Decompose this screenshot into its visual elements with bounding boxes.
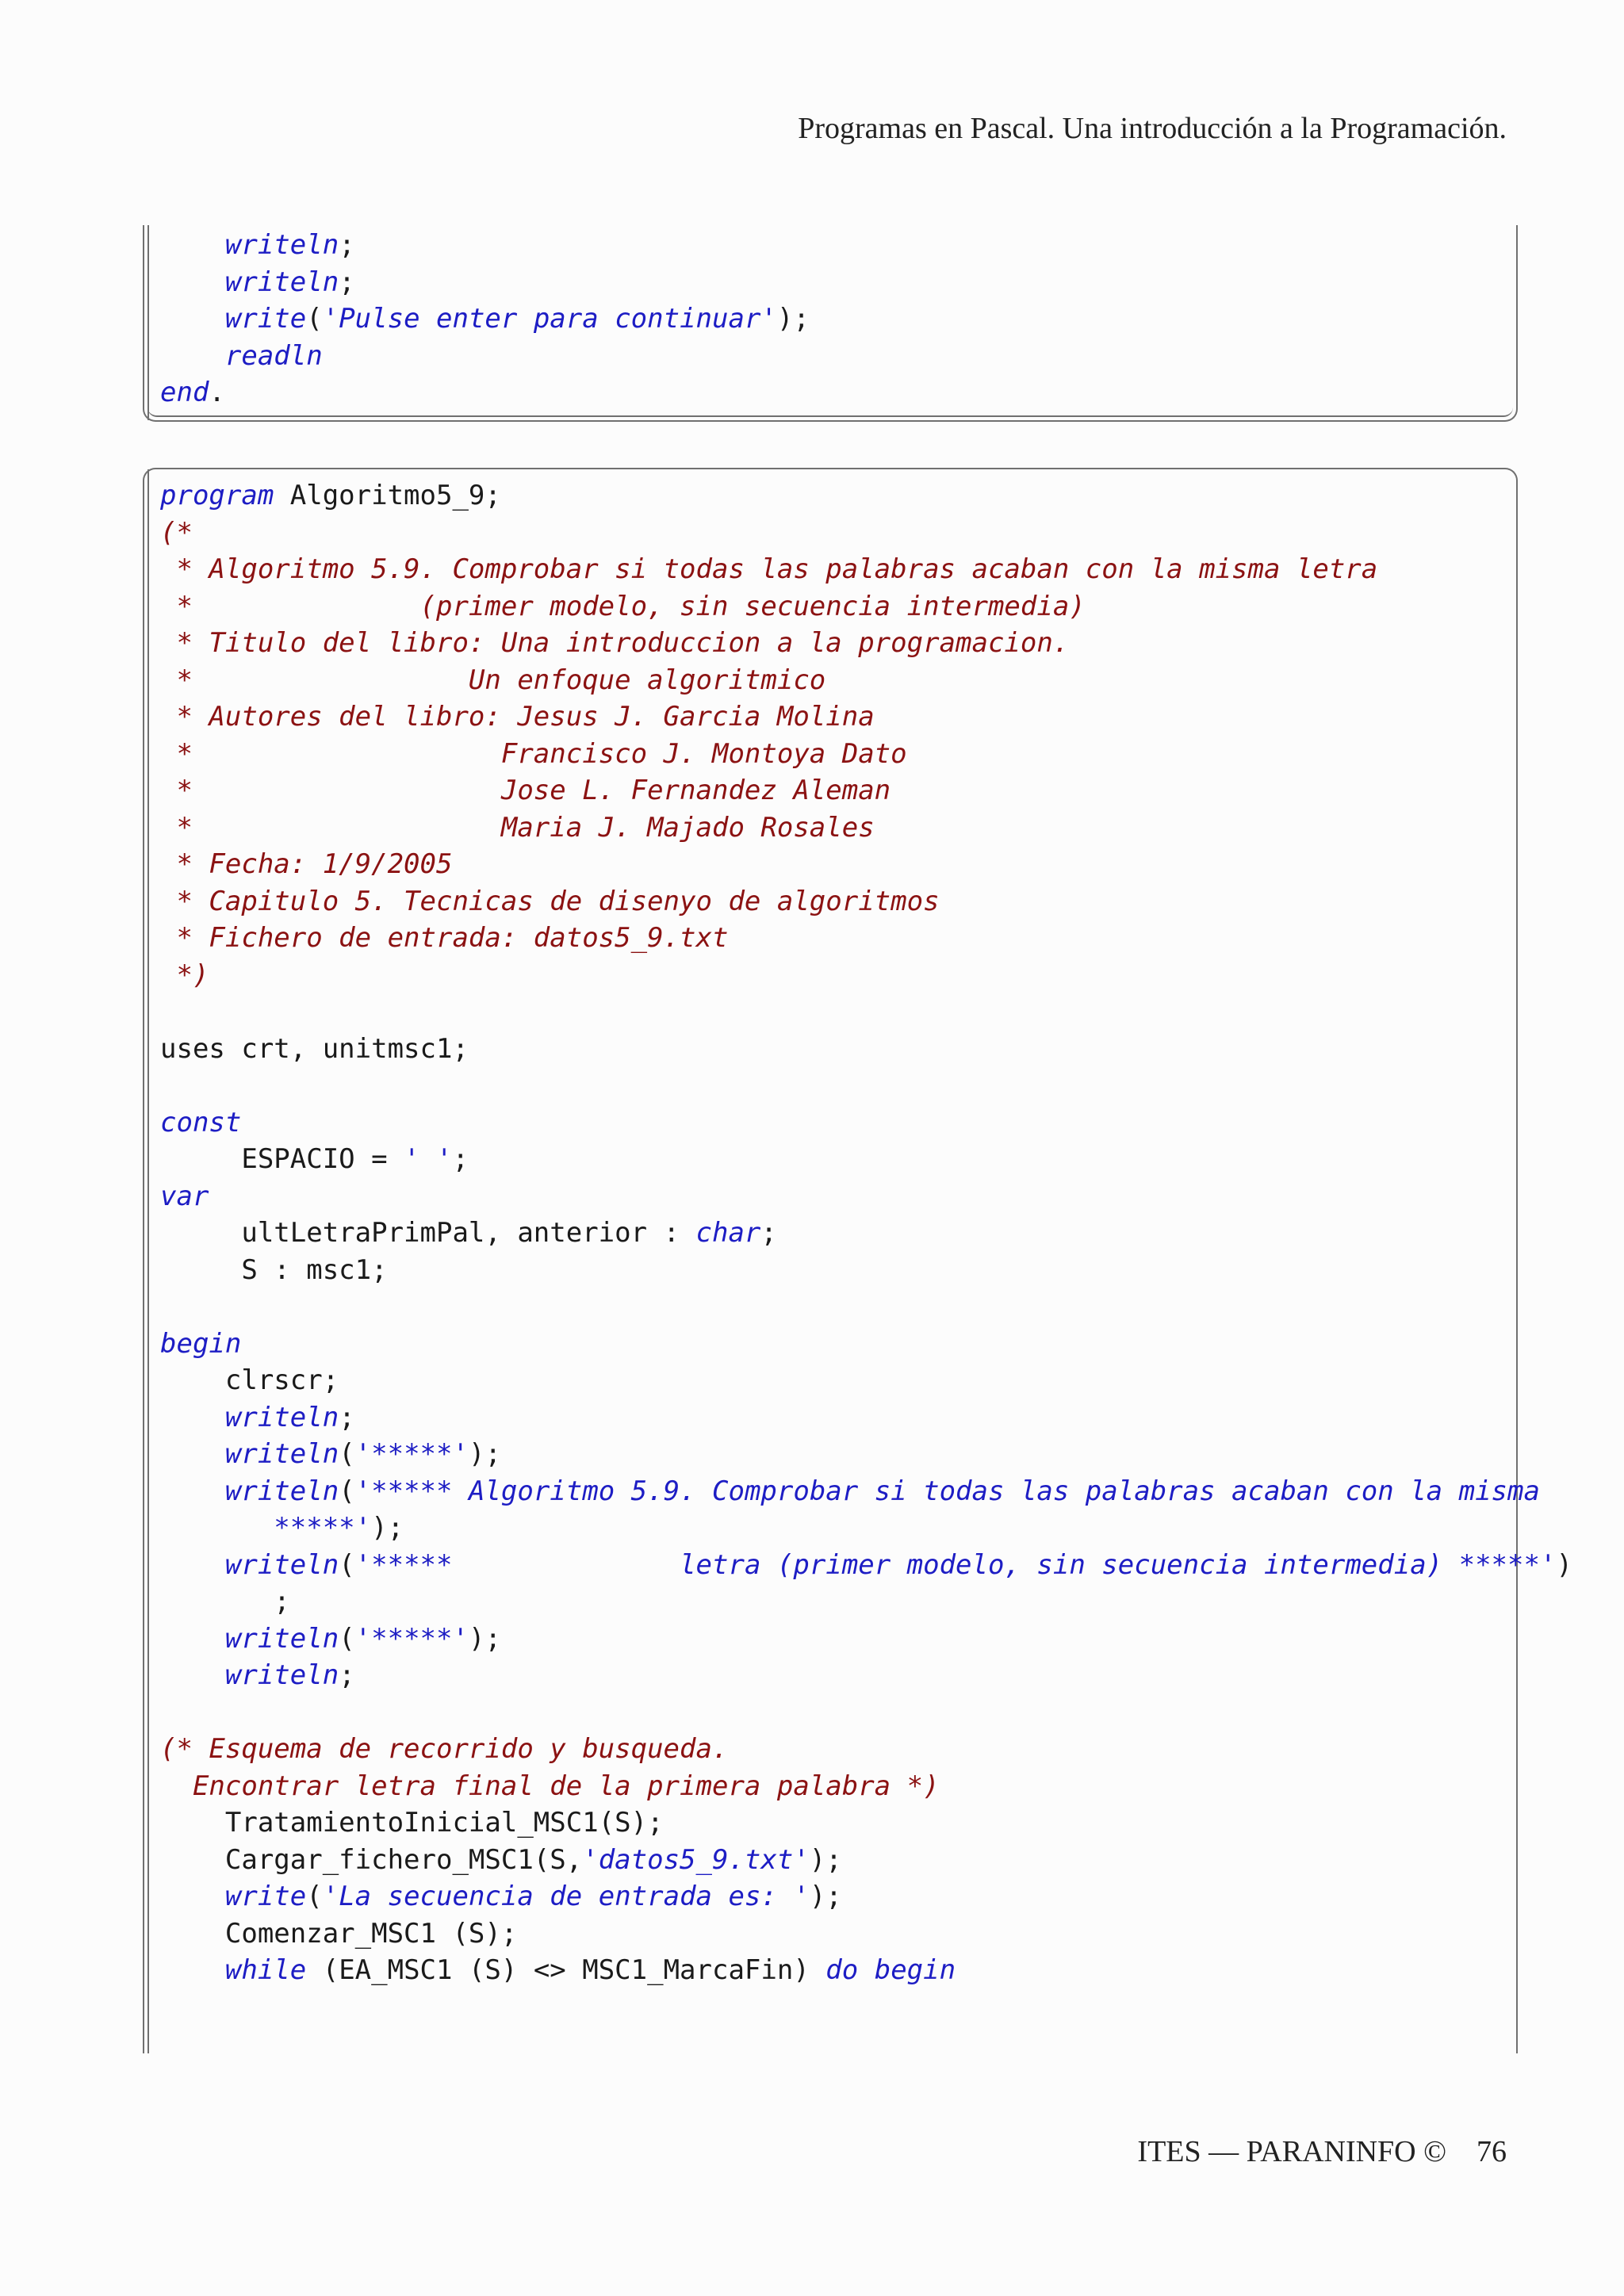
- code-line: [160, 1621, 1572, 1658]
- code-text: [160, 1438, 225, 1470]
- code-text: );: [468, 1622, 501, 1655]
- code-listing-continuation: [143, 225, 1518, 422]
- page-number: 76: [1477, 2135, 1507, 2168]
- string-literal: 'datos5_9.txt': [582, 1843, 810, 1876]
- code-text: ;: [339, 1659, 355, 1691]
- code-line: [160, 551, 1572, 588]
- code-listing-algoritmo5-9: [143, 468, 1572, 2053]
- code-line: [160, 1657, 1572, 1694]
- code-text: uses crt, unitmsc1;: [160, 1032, 469, 1065]
- code-line: [160, 920, 1572, 957]
- comment: * (primer modelo, sin secuencia intermedia): [160, 590, 1086, 622]
- keyword: var: [160, 1180, 209, 1212]
- code-text: (: [306, 303, 323, 335]
- code-text: (: [339, 1548, 355, 1581]
- code-line: [160, 227, 810, 264]
- code-text: [160, 1549, 225, 1581]
- keyword: writeln: [224, 1622, 339, 1655]
- code-line: [160, 1915, 1572, 1953]
- keyword: writeln: [224, 1548, 339, 1581]
- code-text: [160, 229, 225, 261]
- code-line: [160, 662, 1572, 699]
- keyword: const: [160, 1106, 242, 1138]
- code-text: ): [1556, 1548, 1572, 1581]
- code-text: ultLetraPrimPal, anterior :: [160, 1217, 696, 1249]
- code-line: [160, 1731, 1572, 1768]
- code-line: [160, 1031, 1572, 1068]
- string-literal: '***** letra (primer modelo, sin secuencia intermedia) *****': [354, 1548, 1557, 1581]
- running-header: Programas en Pascal. Una introducción a la Programación.: [798, 112, 1507, 145]
- code-text: [160, 1623, 225, 1655]
- code-line: [160, 772, 1572, 809]
- code-text: (: [339, 1475, 355, 1507]
- code-line: [160, 1694, 1572, 1732]
- code-text: ;: [452, 1143, 469, 1175]
- code-line: [160, 846, 1572, 883]
- code-line: [160, 1178, 1572, 1215]
- code-line: [160, 625, 1572, 662]
- code-text: );: [809, 1881, 842, 1912]
- code-text: Comenzar_MSC1 (S);: [160, 1917, 518, 1950]
- code-lines: [160, 477, 1572, 1989]
- comment: * Un enfoque algoritmico: [160, 664, 826, 696]
- code-line: [160, 1473, 1572, 1510]
- code-line: [160, 1952, 1572, 1989]
- code-text: clrscr;: [160, 1364, 339, 1396]
- comment: Encontrar letra final de la primera palabra *): [160, 1770, 940, 1802]
- string-literal: ' ': [404, 1143, 453, 1175]
- code-text: );: [809, 1843, 842, 1876]
- code-line: [160, 477, 1572, 515]
- code-text: (EA_MSC1 (S) <> MSC1_MarcaFin): [306, 1954, 826, 1986]
- string-literal: '*****': [354, 1438, 469, 1470]
- publisher-credit: ITES — PARANINFO ©: [1137, 2135, 1446, 2168]
- code-text: [160, 1512, 274, 1544]
- code-text: [160, 1475, 225, 1507]
- code-line: [160, 1252, 1572, 1289]
- code-text: ;: [760, 1217, 777, 1249]
- code-line: [160, 374, 810, 411]
- code-text: Algoritmo5_9;: [274, 480, 501, 511]
- keyword: writeln: [224, 266, 339, 298]
- code-line: [160, 1288, 1572, 1326]
- code-line: [160, 1362, 1572, 1399]
- code-lines: [160, 227, 810, 411]
- code-line: [160, 698, 1572, 736]
- keyword: write: [224, 303, 307, 335]
- keyword: begin: [160, 1327, 242, 1360]
- comment: * Fichero de entrada: datos5_9.txt: [160, 922, 729, 954]
- code-text: TratamientoInicial_MSC1(S);: [160, 1807, 664, 1839]
- code-line: [160, 264, 810, 301]
- code-text: );: [468, 1438, 501, 1470]
- code-line: [160, 300, 810, 338]
- comment: * Jose L. Fernandez Aleman: [160, 775, 891, 806]
- code-line: [160, 338, 810, 375]
- code-text: Cargar_fichero_MSC1(S,: [160, 1843, 583, 1876]
- code-text: );: [776, 303, 810, 335]
- code-line: [160, 883, 1572, 920]
- code-line: [160, 957, 1572, 994]
- code-text: ESPACIO =: [160, 1143, 404, 1175]
- code-line: [160, 993, 1572, 1031]
- code-text: (: [339, 1438, 355, 1470]
- code-text: [160, 1954, 225, 1986]
- code-text: [160, 266, 225, 298]
- code-line: [160, 588, 1572, 626]
- comment: (* Esquema de recorrido y busqueda.: [160, 1733, 729, 1765]
- code-line: [160, 1768, 1572, 1805]
- code-text: [160, 1659, 225, 1691]
- keyword: writeln: [224, 1401, 339, 1433]
- code-line: [160, 1878, 1572, 1915]
- string-literal: 'La secuencia de entrada es: ': [322, 1881, 810, 1912]
- comment: * Maria J. Majado Rosales: [160, 811, 875, 844]
- code-line: [160, 1547, 1572, 1584]
- keyword: writeln: [224, 229, 339, 261]
- comment: * Titulo del libro: Una introduccion a la programacion.: [160, 627, 1070, 659]
- code-line: [160, 1141, 1572, 1178]
- string-literal: *****': [274, 1512, 372, 1544]
- code-text: ;: [339, 1401, 355, 1433]
- code-line: [160, 809, 1572, 847]
- code-text: [160, 340, 225, 372]
- code-text: ;: [339, 266, 355, 298]
- code-line: [160, 1067, 1572, 1104]
- keyword: while: [224, 1954, 307, 1986]
- code-line: [160, 1842, 1572, 1879]
- code-line: [160, 1215, 1572, 1252]
- comment: * Algoritmo 5.9. Comprobar si todas las palabras acaban con la misma letra: [160, 553, 1378, 585]
- code-line: [160, 1399, 1572, 1437]
- code-text: );: [371, 1512, 404, 1544]
- code-text: [160, 303, 225, 335]
- string-literal: '*****': [354, 1622, 469, 1655]
- code-line: [160, 515, 1572, 552]
- code-line: [160, 1436, 1572, 1473]
- keyword: do: [825, 1954, 859, 1986]
- keyword: begin: [874, 1954, 956, 1986]
- code-text: (: [339, 1622, 355, 1655]
- keyword: program: [160, 480, 274, 511]
- code-line: [160, 1583, 1572, 1621]
- code-text: (: [306, 1881, 323, 1912]
- code-text: ;: [160, 1586, 290, 1617]
- comment: * Fecha: 1/9/2005: [160, 848, 453, 880]
- code-text: [858, 1954, 874, 1986]
- code-text: ;: [339, 229, 355, 261]
- keyword: write: [224, 1881, 307, 1912]
- code-text: [160, 1881, 225, 1912]
- comment: * Capitulo 5. Tecnicas de disenyo de algoritmos: [160, 885, 940, 917]
- string-literal: '***** Algoritmo 5.9. Comprobar si todas las palabras acaban con la misma: [354, 1475, 1540, 1507]
- comment: * Autores del libro: Jesus J. Garcia Molina: [160, 701, 875, 733]
- code-text: [160, 1402, 225, 1433]
- code-line: [160, 1804, 1572, 1842]
- keyword: end: [160, 377, 209, 408]
- code-text: S : msc1;: [160, 1253, 388, 1286]
- string-literal: 'Pulse enter para continuar': [322, 303, 777, 335]
- keyword: readln: [224, 339, 323, 372]
- comment: *): [160, 959, 209, 991]
- page-footer: [1137, 2134, 1507, 2169]
- code-line: [160, 1104, 1572, 1142]
- keyword: char: [695, 1217, 761, 1249]
- comment: * Francisco J. Montoya Dato: [160, 737, 907, 770]
- code-line: [160, 1326, 1572, 1363]
- code-line: [160, 1510, 1572, 1547]
- code-line: [160, 736, 1572, 773]
- comment: (*: [160, 516, 193, 549]
- keyword: writeln: [224, 1438, 339, 1470]
- keyword: writeln: [224, 1475, 339, 1507]
- keyword: writeln: [224, 1659, 339, 1691]
- code-text: .: [209, 377, 225, 408]
